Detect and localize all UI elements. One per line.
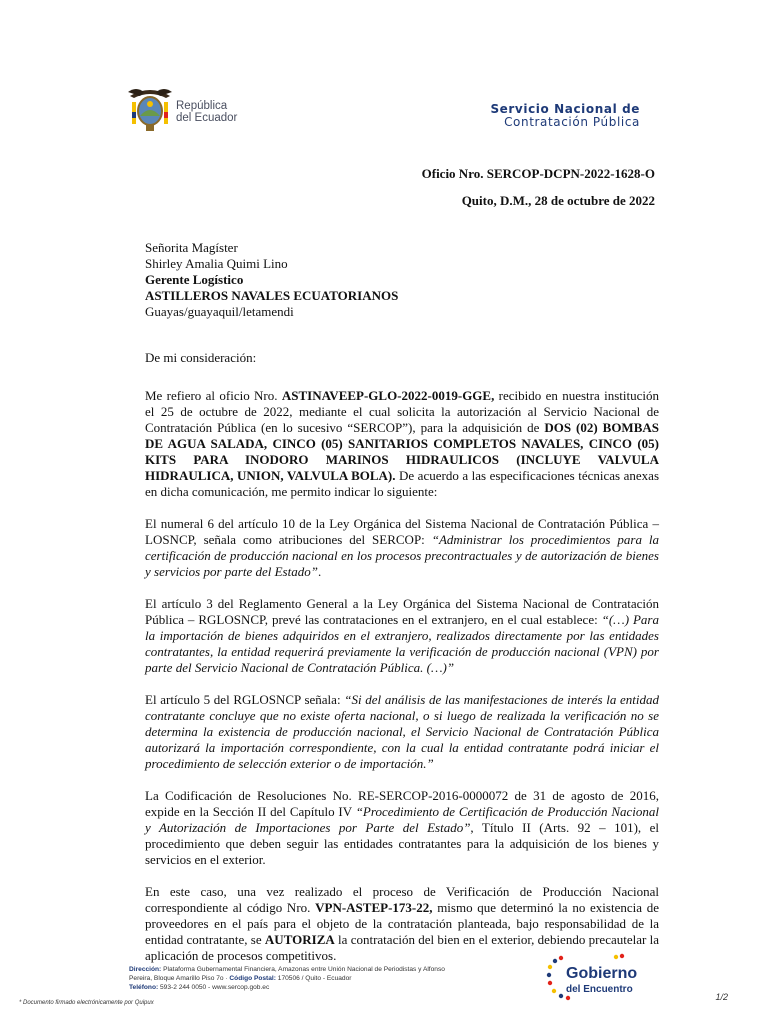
paragraph-4: El artículo 5 del RGLOSNCP señala: “Si del análisis de las manifestaciones de interés la entidad contratante concluye que no existe oferta nacional, o si luego de realizada la verificación no se determina la existencia de producción nacional, el Servicio Nacional de Contratación Pública autorizará la importación correspondiente, con la cual la entidad contratante podrá iniciar el procedimiento de selección exterior o de importación.” xyxy=(145,692,659,771)
agency-line-2: Contratación Pública xyxy=(504,115,640,129)
republica-line-2: del Ecuador xyxy=(176,112,238,124)
recipient-organization: ASTILLEROS NAVALES ECUATORIANOS xyxy=(145,288,399,303)
recipient-position: Gerente Logístico xyxy=(145,272,244,287)
gobierno-logo-subtext: del Encuentro xyxy=(566,984,633,995)
footer-address: Dirección: Plataforma Gubernamental Financiera, Amazonas entre Unión Nacional de Periodistas y Alfonso Pereira, Bloque Amarillo Piso 7o · Código Postal: 170506 / Quito - Ecuador Teléfono: 593-2 244 0050 - www.sercop.gob.ec xyxy=(129,966,445,991)
letter-body xyxy=(145,240,659,964)
paragraph-6: En este caso, una vez realizado el proceso de Verificación de Producción Nacional correspondiente al código Nro. VPN-ASTEP-173-22, mismo que determinó la no existencia de proveedores en el país para el objeto de la contratación planteada, bajo responsabilidad de la entidad contratante, se AUTORIZA la contratación del bien en el exterior, debiendo precautelar la aplicación de procesos competitivos. xyxy=(145,884,659,963)
recipient-title: Señorita Magíster xyxy=(145,240,238,255)
page-number: 1/2 xyxy=(715,992,728,1002)
place-date: Quito, D.M., 28 de octubre de 2022 xyxy=(461,193,655,208)
agency-line-1: Servicio Nacional de xyxy=(490,102,640,116)
republica-logo-text xyxy=(176,100,237,124)
recipient-name: Shirley Amalia Quimi Lino xyxy=(145,256,288,271)
signed-note: * Documento firmado electrónicamente por Quipux xyxy=(19,1000,154,1006)
agency-name xyxy=(490,103,640,129)
coat-of-arms-icon xyxy=(126,82,174,134)
gobierno-logo-text: Gobierno xyxy=(566,965,638,982)
greeting: De mi consideración: xyxy=(145,350,257,365)
oficio-number: Oficio Nro. SERCOP-DCPN-2022-1628-O xyxy=(421,166,655,181)
recipient-address: Guayas/guayaquil/letamendi xyxy=(145,304,294,319)
paragraph-5: La Codificación de Resoluciones No. RE-SERCOP-2016-0000072 de 31 de agosto de 2016, expide en la Sección II del Capítulo IV “Procedimiento de Certificación de Producción Nacional y Autorización de Importaciones por Parte del Estado”, Título II (Arts. 92 – 101), el procedimiento que deben seguir las entidades contratantes para la adquisición de los bienes y servicios en el exterior. xyxy=(145,788,659,867)
republica-line-1: República xyxy=(176,100,228,112)
paragraph-3: El artículo 3 del Reglamento General a la Ley Orgánica del Sistema Nacional de Contratación Pública – RGLOSNCP, prevé las contrataciones en el extranjero, en el cual establece: “(…) Para la importación de bienes adquiridos en el extranjero, realizados directamente por las entidades contratantes, la entidad requerirá previamente la verificación de producción nacional (VPN) por parte del Servicio Nacional de Contratación Pública. (…)” xyxy=(145,596,659,675)
paragraph-1: Me refiero al oficio Nro. ASTINAVEEP-GLO-2022-0019-GGE, recibido en nuestra institución el 25 de octubre de 2022, mediante el cual solicita la autorización al Servicio Nacional de Contratación Pública (en lo sucesivo “SERCOP”), para la adquisición de DOS (02) BOMBAS DE AGUA SALADA, CINCO (05) SANITARIOS COMPLETOS NAVALES, CINCO (05) KITS PARA INODORO MARINOS HIDRAULICOS (INCLUYE VALVULA HIDRAULICA, UNION, VALVULA BOLA). De acuerdo a las especificaciones técnicas anexas en dicha comunicación, me permito indicar lo siguiente: xyxy=(145,388,660,499)
paragraph-2: El numeral 6 del artículo 10 de la Ley Orgánica del Sistema Nacional de Contratación Pública – LOSNCP, señala como atribuciones del SERCOP: “Administrar los procedimientos para la certificación de producción nacional en los procesos precontractuales y de autorización de bienes y servicios por parte del Estado”. xyxy=(145,516,659,579)
